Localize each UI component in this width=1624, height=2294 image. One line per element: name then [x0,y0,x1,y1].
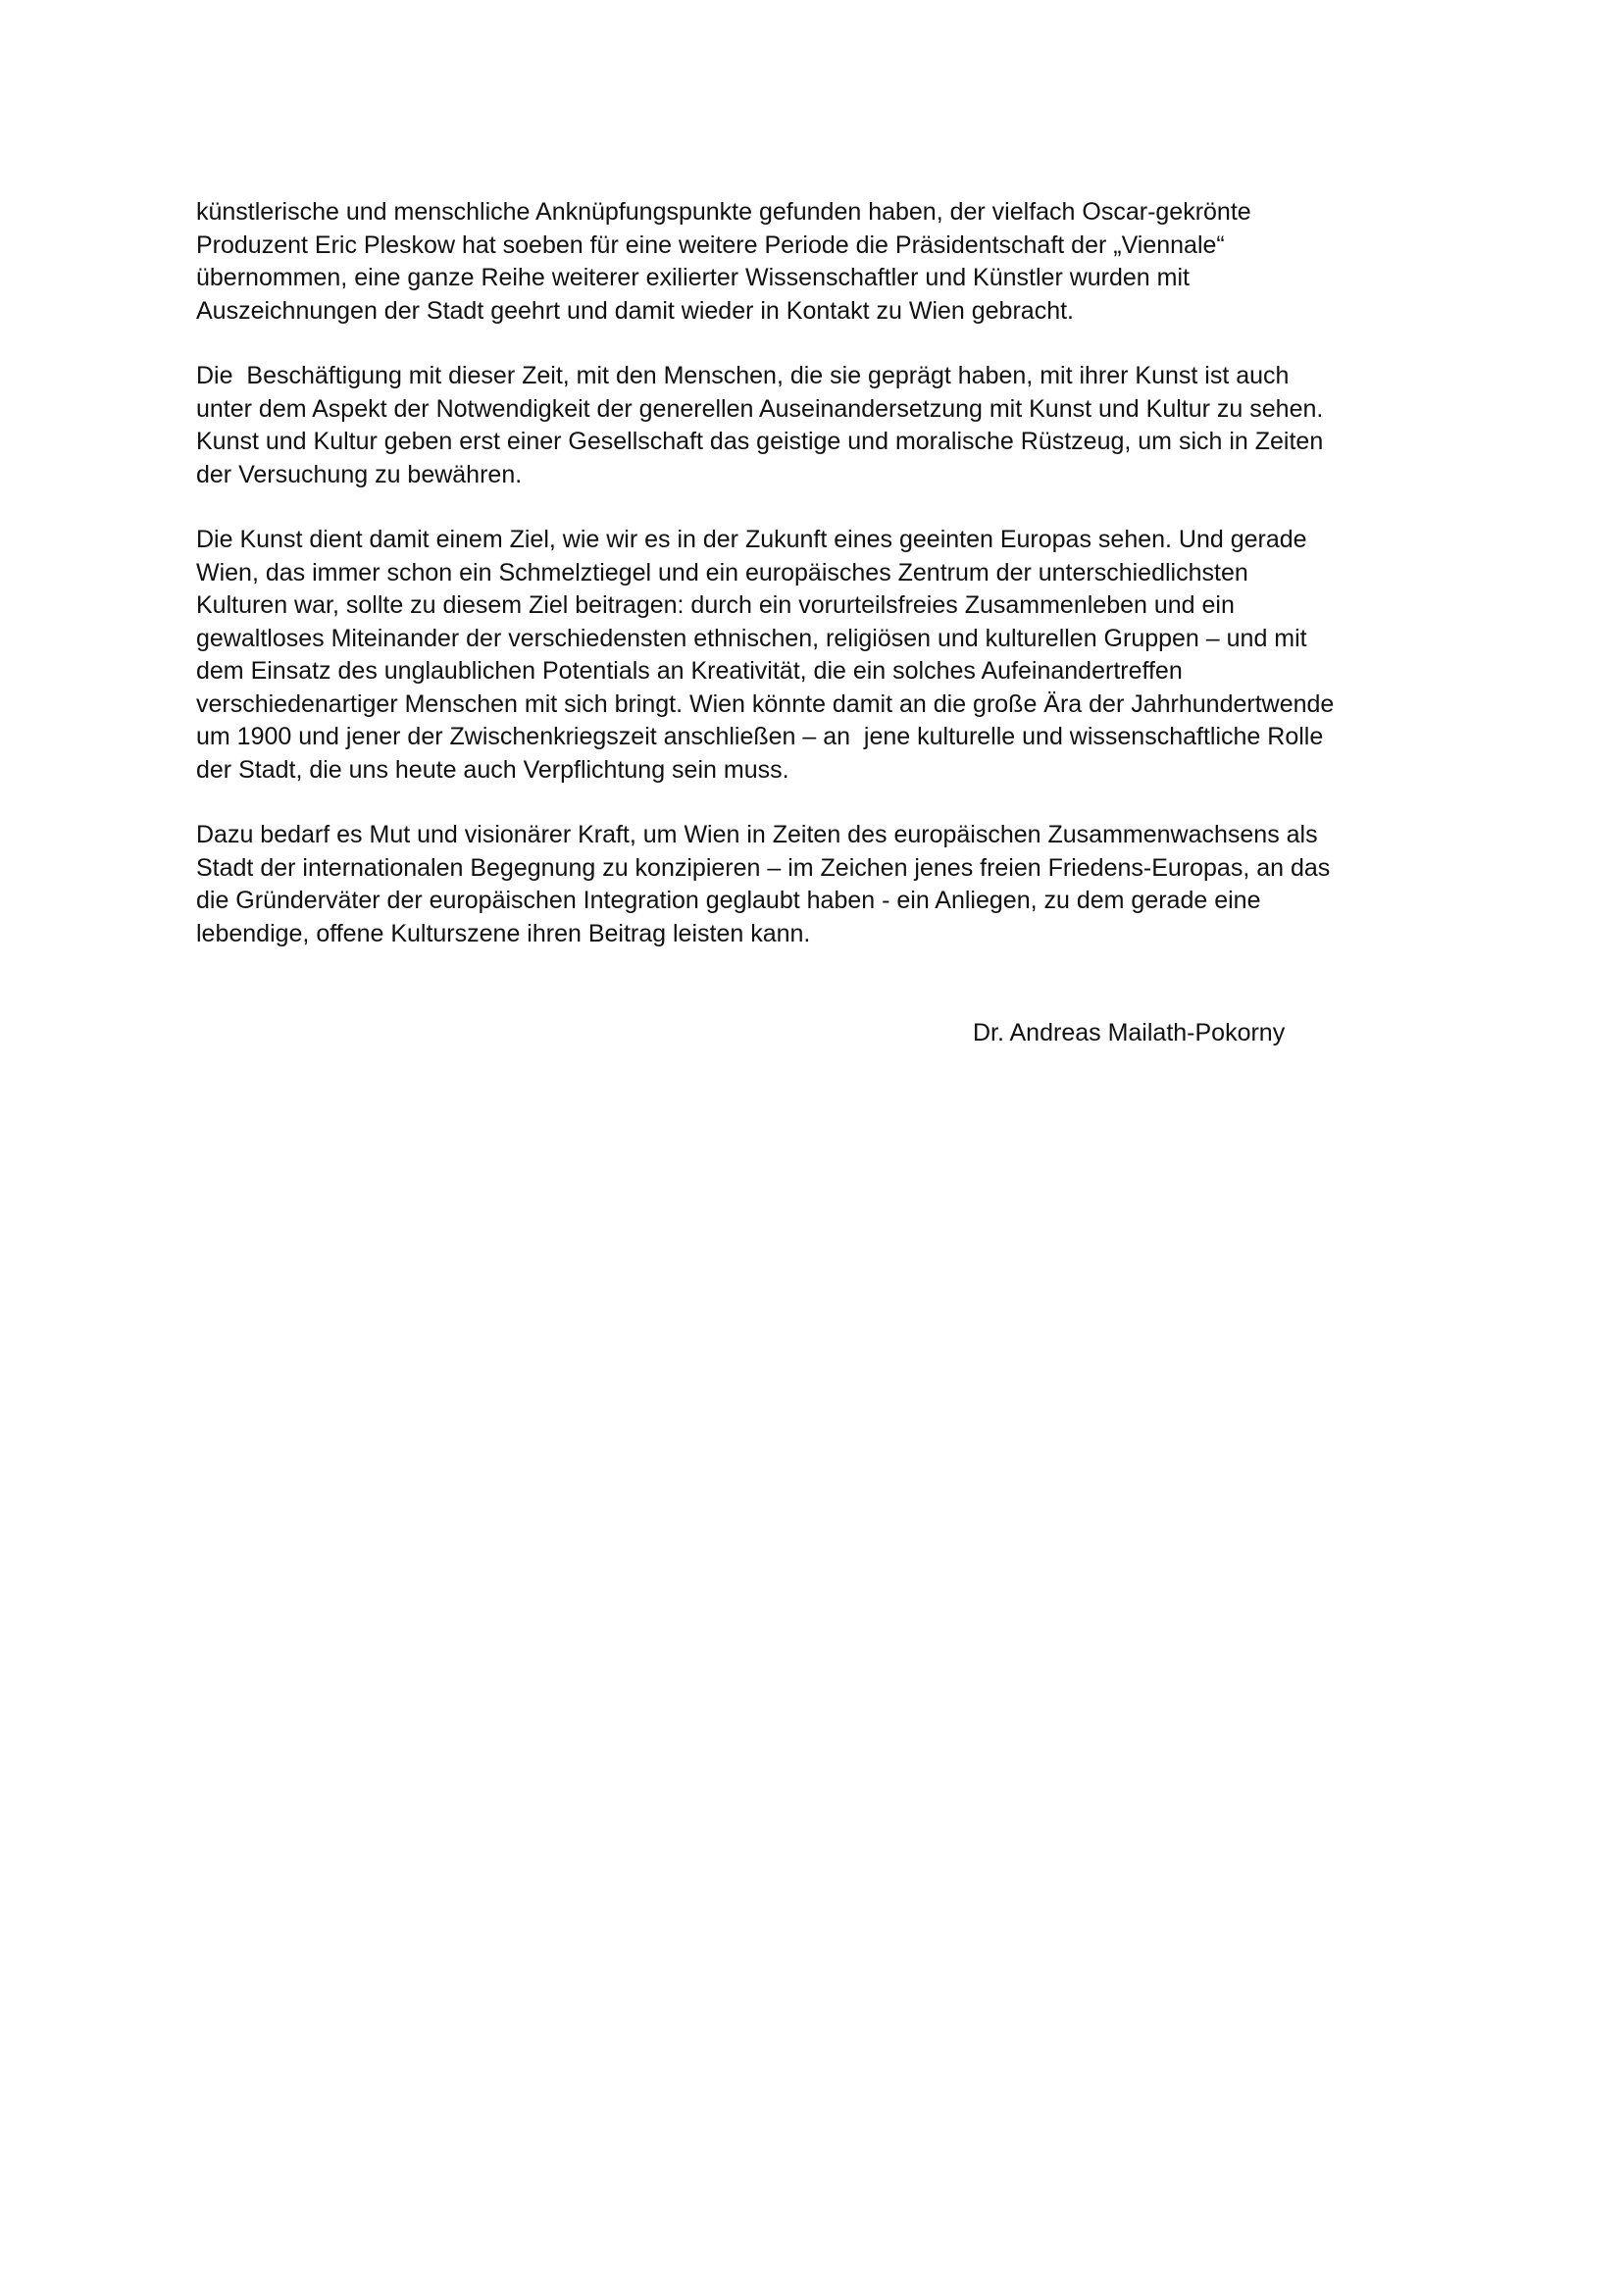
text-line: um 1900 und jener der Zwischenkriegszeit anschließen – an jene kulturelle und wissenschaftliche Rolle [196,723,1324,750]
paragraph-4 [196,819,1451,950]
text-line: verschiedenartiger Menschen mit sich bringt. Wien könnte damit an die große Ära der Jahrhundertwende [196,689,1335,718]
text-line: künstlerische und menschliche Anknüpfungspunkte gefunden haben, der vielfach Oscar-gekrönte [196,198,1251,226]
text-line: dem Einsatz des unglaublichen Potentials an Kreativität, die ein solches Aufeinandertreffen [196,657,1183,685]
text-line: Die Kunst dient damit einem Ziel, wie wir es in der Zukunft eines geeinten Europas sehen. Und gerade [196,526,1307,553]
paragraph-3 [196,524,1451,787]
text-line: gewaltloses Miteinander der verschiedensten ethnischen, religiösen und kulturellen Gruppen – und mit [196,624,1307,652]
text-line: lebendige, offene Kulturszene ihren Beitrag leisten kann. [196,919,811,947]
text-line: übernommen, eine ganze Reihe weiterer exilierter Wissenschaftler und Künstler wurden mit [196,264,1190,291]
text-line: Die Beschäftigung mit dieser Zeit, mit den Menschen, die sie geprägt haben, mit ihrer Kunst ist auch [196,362,1290,389]
paragraph-2 [196,360,1451,491]
text-line: der Versuchung zu bewähren. [196,460,523,488]
text-line: unter dem Aspekt der Notwendigkeit der generellen Auseinandersetzung mit Kunst und Kultur zu sehen. [196,394,1324,423]
signature: Dr. Andreas Mailath-Pokorny [973,1019,1286,1046]
text-line: Kunst und Kultur geben erst einer Gesellschaft das geistige und moralische Rüstzeug, um sich in Zeiten [196,428,1324,455]
text-line: Dazu bedarf es Mut und visionärer Kraft, um Wien in Zeiten des europäischen Zusammenwachsens als [196,821,1318,848]
text-line: der Stadt, die uns heute auch Verpflichtung sein muss. [196,755,789,784]
text-line: die Gründerväter der europäischen Integration geglaubt haben - ein Anliegen, zu dem gerade eine [196,887,1261,914]
text-line: Kulturen war, sollte zu diesem Ziel beitragen: durch ein vorurteilsfreies Zusammenleben und ein [196,591,1235,619]
body-text [196,196,1451,983]
text-line: Auszeichnungen der Stadt geehrt und damit wieder in Kontakt zu Wien gebracht. [196,296,1074,325]
text-line: Wien, das immer schon ein Schmelztiegel und ein europäisches Zentrum der unterschiedlichsten [196,558,1248,586]
paragraph-1 [196,196,1451,328]
text-line: Produzent Eric Pleskow hat soeben für eine weitere Periode die Präsidentschaft der „Viennale“ [196,230,1225,259]
text-line: Stadt der internationalen Begegnung zu konzipieren – im Zeichen jenes freien Friedens-Europas, an das [196,853,1331,882]
